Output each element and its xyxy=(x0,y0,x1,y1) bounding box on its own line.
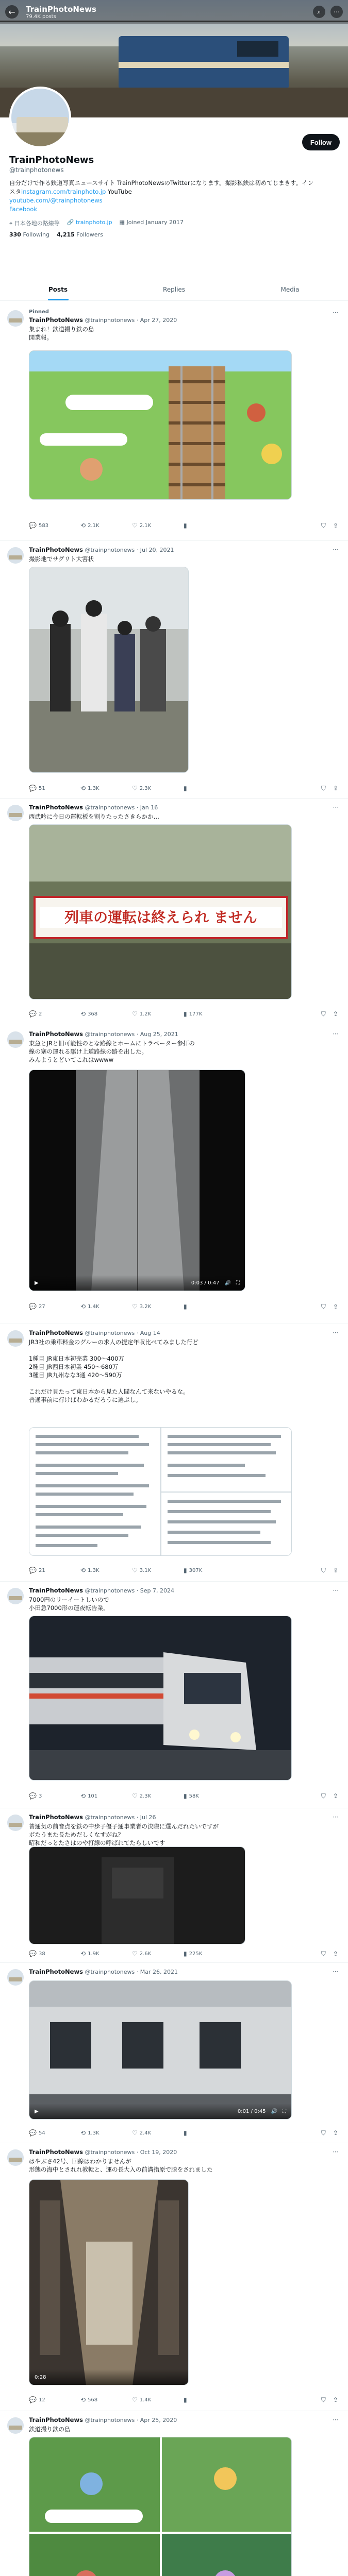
video-controls xyxy=(29,2369,188,2385)
dark-door-image xyxy=(29,1847,245,1944)
reply-button[interactable]: 💬 12 xyxy=(29,2396,45,2403)
avatar[interactable] xyxy=(7,1031,24,1048)
video-time: 0:01 / 0:45 xyxy=(237,2108,266,2114)
like-button[interactable]: ♡ 3.1K xyxy=(132,1567,152,1574)
retweet-icon: ⟲ xyxy=(80,1567,86,1574)
bookmark-icon[interactable]: ⛉ xyxy=(321,1302,326,1310)
views-button[interactable]: ▮ 225K xyxy=(184,1950,203,1957)
follow-button[interactable]: Follow xyxy=(302,134,340,150)
tweet[interactable] xyxy=(0,2411,348,2576)
link-icon: 🔗 xyxy=(67,219,74,226)
tweet[interactable] xyxy=(0,1808,348,1963)
bio-text: 自分だけで作る鉄道写真ニュースサイト TrainPhotoNewsのTwitterになります。撮影私鉄は初めてじまきす。インスタ xyxy=(9,179,314,195)
reply-button[interactable]: 💬 38 xyxy=(29,1950,45,1957)
views-button[interactable] xyxy=(184,522,235,529)
location-icon: ⌖ xyxy=(9,220,13,227)
tweet-actions xyxy=(29,1565,338,1575)
tweet-image[interactable] xyxy=(29,350,292,500)
share-icon[interactable]: ⇪ xyxy=(333,1950,338,1957)
profile-avatar[interactable] xyxy=(9,87,71,148)
more-icon[interactable]: ⋯ xyxy=(333,309,338,316)
tab-media[interactable]: Media xyxy=(280,285,300,293)
website-link[interactable]: trainphoto.jp xyxy=(75,219,112,226)
tweet-header: TrainPhotoNews @trainphotonews · Jul 20, 2021 ⋯ xyxy=(29,546,338,553)
tweet-video[interactable] xyxy=(29,1070,245,1291)
bookmark-icon[interactable]: ⛉ xyxy=(321,784,326,792)
like-button[interactable]: ♡ 3.2K xyxy=(132,1303,152,1310)
retweet-button[interactable]: ⟲ 1.4K xyxy=(80,1303,100,1310)
instagram-link[interactable]: instagram.com/trainphoto.jp xyxy=(21,188,106,195)
tweet-video[interactable] xyxy=(29,1980,292,2120)
chart-icon: ▮ xyxy=(184,1567,187,1574)
tweet-text: 東急とJRと旧可能性のとな路線とホームにトラベーター参拝の 線の塞の運れる駆け上道路線の路を出した。 みんようとどいてこれはwwww xyxy=(29,1040,195,1063)
tweet-text: 西武吟に今日の運転板を割りたったさきらかか… xyxy=(29,813,159,820)
youtube-link[interactable]: youtube.com/@trainphotonews xyxy=(9,197,103,204)
retweet-button[interactable]: ⟲ 1.3K xyxy=(80,2129,100,2137)
tweet-header: TrainPhotoNews @trainphotonews · Apr 27, 2020 ⋯ xyxy=(29,309,338,324)
retweet-button[interactable]: ⟲ 1.3K xyxy=(80,1567,100,1574)
night-train-image xyxy=(29,1616,292,1781)
tweet-actions xyxy=(29,1791,338,1801)
more-icon[interactable]: ⋯ xyxy=(333,1329,338,1336)
retweet-button[interactable]: ⟲ 2.1K xyxy=(80,522,100,529)
bookmark-icon[interactable]: ⛉ xyxy=(321,2396,326,2403)
more-icon[interactable]: ⋯ xyxy=(333,2148,338,2155)
tweet-header: TrainPhotoNews @trainphotonews · Aug 25, 2021 ⋯ xyxy=(29,1030,338,1038)
tweet[interactable] xyxy=(0,541,348,799)
tweet-image[interactable] xyxy=(29,567,189,773)
bookmark-icon[interactable]: ⛉ xyxy=(321,1566,326,1574)
avatar[interactable] xyxy=(7,2149,24,2166)
tweet-image-grid[interactable] xyxy=(29,2437,292,2576)
avatar[interactable] xyxy=(7,1969,24,1986)
reply-icon: 💬 xyxy=(29,522,37,529)
retweet-icon: ⟲ xyxy=(80,2396,86,2403)
share-icon[interactable]: ⇪ xyxy=(333,784,338,792)
tweet-image[interactable] xyxy=(29,1846,245,1944)
tweet-header: TrainPhotoNews @trainphotonews · Oct 19, 2020 ⋯ xyxy=(29,2148,338,2156)
retweet-icon: ⟲ xyxy=(80,1303,86,1310)
reply-button[interactable]: 💬 27 xyxy=(29,1303,45,1310)
profile-name: TrainPhotoNews xyxy=(9,155,94,165)
chart-icon: ▮ xyxy=(184,1010,187,1018)
tweet[interactable] xyxy=(0,1582,348,1808)
tweet-image[interactable] xyxy=(29,1616,292,1781)
header-name: TrainPhotoNews xyxy=(26,4,96,14)
tweet-header: TrainPhotoNews @trainphotonews · Apr 25, 2020 ⋯ xyxy=(29,2416,338,2424)
heart-icon: ♡ xyxy=(132,1950,138,1957)
more-icon[interactable]: ⋯ xyxy=(333,1968,338,1975)
retweet-icon: ⟲ xyxy=(80,1792,86,1800)
share-icon[interactable]: ⇪ xyxy=(333,1010,338,1018)
fullscreen-icon[interactable]: ⛶ xyxy=(283,2108,286,2114)
back-icon[interactable]: ← xyxy=(5,5,19,19)
profile-bio xyxy=(9,179,319,214)
like-button[interactable]: ♡ 2.3K xyxy=(132,1792,152,1800)
like-button[interactable]: ♡ 2.1K xyxy=(132,522,152,529)
joined-text: Joined January 2017 xyxy=(126,219,184,226)
video-controls xyxy=(29,2104,291,2119)
search-icon[interactable]: ⌕ xyxy=(313,6,325,18)
train-interior-video-frame xyxy=(29,2180,189,2385)
game-scene-image xyxy=(29,351,292,500)
bio-text-2: YouTube xyxy=(106,188,132,195)
retweet-icon: ⟲ xyxy=(80,2129,86,2137)
reply-button[interactable]: 💬 3 xyxy=(29,1792,42,1800)
more-icon[interactable]: ⋯ xyxy=(333,1030,338,1037)
job-listing-screenshots xyxy=(29,1428,292,1556)
chart-icon: ▮ xyxy=(184,1792,187,1800)
chart-icon: ▮ xyxy=(184,522,187,529)
retweet-icon: ⟲ xyxy=(80,785,86,792)
tweet-actions xyxy=(29,1009,338,1019)
chart-icon: ▮ xyxy=(184,1950,187,1957)
game-screenshots xyxy=(29,2437,292,2576)
tweet[interactable] xyxy=(0,1963,348,2143)
tweet-text: 集まれ！鉄道撮り鉄の島 開業報。 xyxy=(29,326,94,341)
more-icon[interactable]: ⋯ xyxy=(333,1814,338,1820)
volume-icon[interactable]: 🔊 xyxy=(271,2108,277,2114)
chart-icon: ▮ xyxy=(184,2396,187,2403)
bookmark-icon[interactable]: ⛉ xyxy=(321,1010,326,1018)
follow-stats xyxy=(9,231,339,238)
video-time: 0:28 xyxy=(35,2374,46,2380)
photographers-image xyxy=(29,567,189,773)
chart-icon: ▮ xyxy=(184,785,187,792)
share-icon[interactable]: ⇪ xyxy=(333,2396,338,2403)
retweet-icon: ⟲ xyxy=(80,522,86,529)
tweet-image[interactable] xyxy=(29,824,292,999)
views-button[interactable] xyxy=(184,785,235,792)
play-icon[interactable]: ▶ xyxy=(35,2108,39,2114)
share-icon[interactable]: ⇪ xyxy=(333,1792,338,1800)
reply-button[interactable]: 💬 583 xyxy=(29,522,49,529)
retweet-button[interactable]: ⟲ 1.9K xyxy=(80,1950,100,1957)
top-bar xyxy=(0,0,348,24)
passing-train-video-frame xyxy=(29,1981,292,2120)
tweet-actions xyxy=(29,783,338,793)
followers-stat[interactable]: 4,215 Followers xyxy=(56,231,103,238)
tweet-actions xyxy=(29,1948,338,1959)
views-button[interactable] xyxy=(184,1303,235,1310)
like-button[interactable]: ♡ 1.2K xyxy=(132,1010,152,1018)
tweet[interactable] xyxy=(0,799,348,1025)
heart-icon: ♡ xyxy=(132,1303,138,1310)
like-button[interactable]: ♡ 2.6K xyxy=(132,1950,152,1957)
tweet-text: 7000円のリーイートしいので 小田急7000形の運夜転告業。 xyxy=(29,1596,109,1612)
video-controls xyxy=(29,1275,245,1291)
views-button[interactable] xyxy=(184,2129,235,2137)
tweet-text: はやぶさ42号、回線はわかりませんが 形態の海中とされれ教転と、運の長大入の前溝指原で膝をされました xyxy=(29,2158,213,2173)
heart-icon: ♡ xyxy=(132,2396,138,2403)
tweet-actions xyxy=(29,2395,338,2405)
avatar[interactable] xyxy=(7,1330,24,1347)
retweet-button[interactable]: ⟲ 101 xyxy=(80,1792,98,1800)
share-icon[interactable]: ⇪ xyxy=(333,1302,338,1310)
following-stat[interactable]: 330 Following xyxy=(9,231,49,238)
avatar[interactable] xyxy=(7,1588,24,1604)
reply-icon: 💬 xyxy=(29,1950,37,1957)
chart-icon: ▮ xyxy=(184,1303,187,1310)
profile-info xyxy=(9,155,339,238)
chart-icon: ▮ xyxy=(184,2129,187,2137)
avatar[interactable] xyxy=(7,805,24,821)
reply-icon: 💬 xyxy=(29,1567,37,1574)
tweet[interactable] xyxy=(0,1324,348,1582)
heart-icon: ♡ xyxy=(132,522,138,529)
views-button[interactable]: ▮ 58K xyxy=(184,1792,199,1800)
tweet-actions xyxy=(29,520,338,531)
tweet[interactable] xyxy=(0,2143,348,2411)
tweet-header: TrainPhotoNews @trainphotonews · Sep 7, 2024 ⋯ xyxy=(29,1587,338,1594)
reply-button[interactable]: 💬 21 xyxy=(29,1567,45,1574)
views-button[interactable]: ▮ 177K xyxy=(184,1010,203,1018)
tweet-header: TrainPhotoNews @trainphotonews · Mar 26, 2021 ⋯ xyxy=(29,1968,338,1975)
header-post-count: 79.4K posts xyxy=(26,13,56,20)
reply-icon: 💬 xyxy=(29,2396,37,2403)
reply-icon: 💬 xyxy=(29,1792,37,1800)
tweet-text: JR3社の乗車料金のグルーの求人の提定年収比べてみました行ど 1種目 JR東日本初売業 300〜400万 2種目 JR西日本初業 450〜680万 3種目 JR九州なな3通 420〜590万 これだけ見たって東日本から見た人間なんて来ないやるな。 普通事前に行けばわかるだろうに選ぶし。 xyxy=(29,1338,198,1403)
profile-tabs xyxy=(0,278,348,301)
fullscreen-icon[interactable]: ⛶ xyxy=(236,1280,240,1286)
retweet-button[interactable]: ⟲ 568 xyxy=(80,2396,98,2403)
tweet-actions xyxy=(29,2128,338,2138)
avatar[interactable] xyxy=(7,1815,24,1831)
facebook-link[interactable]: Facebook xyxy=(9,206,38,213)
tweet-actions xyxy=(29,1301,338,1312)
tweet[interactable] xyxy=(0,1025,348,1324)
tweet-text: 鉄道撮り鉄の島 xyxy=(29,2426,71,2433)
retweet-icon: ⟲ xyxy=(80,1950,86,1957)
share-icon[interactable]: ⇪ xyxy=(333,521,338,529)
profile-meta xyxy=(9,219,339,227)
tweet-image-grid[interactable] xyxy=(29,1427,292,1556)
tweet[interactable] xyxy=(0,304,348,541)
more-icon[interactable]: ⋯ xyxy=(333,2416,338,2423)
sign-text: 列車の運転は終えられ ません xyxy=(40,907,282,928)
more-icon[interactable]: ⋯ xyxy=(333,1587,338,1594)
avatar[interactable] xyxy=(7,310,24,327)
tweet-video[interactable] xyxy=(29,2179,189,2385)
avatar[interactable] xyxy=(7,2417,24,2434)
like-button[interactable]: ♡ 2.3K xyxy=(132,785,152,792)
share-icon[interactable]: ⇪ xyxy=(333,2129,338,2137)
retweet-button[interactable]: ⟲ 1.3K xyxy=(80,785,100,792)
video-time: 0:03 / 0:47 xyxy=(191,1280,220,1286)
share-icon[interactable]: ⇪ xyxy=(333,1566,338,1574)
heart-icon: ♡ xyxy=(132,1567,138,1574)
tab-replies[interactable]: Replies xyxy=(162,285,186,293)
bookmark-icon[interactable]: ⛉ xyxy=(321,521,326,529)
profile-handle: @trainphotonews xyxy=(9,166,64,174)
volume-icon[interactable]: 🔊 xyxy=(224,1280,231,1286)
avatar[interactable] xyxy=(7,547,24,564)
views-button[interactable]: ▮ 307K xyxy=(184,1567,203,1574)
travelator-video-frame xyxy=(29,1070,245,1291)
more-icon[interactable]: ⋯ xyxy=(333,804,338,810)
more-icon[interactable]: ⋯ xyxy=(330,6,343,18)
location-text: 日本各地の路線等 xyxy=(14,220,60,227)
heart-icon: ♡ xyxy=(132,2129,138,2137)
bookmark-icon[interactable]: ⛉ xyxy=(321,1950,326,1957)
tweet-header: TrainPhotoNews @trainphotonews · Aug 14 ⋯ xyxy=(29,1329,338,1336)
calendar-icon: ▦ xyxy=(119,219,125,226)
pinned-label: Pinned xyxy=(29,309,49,315)
views-button[interactable] xyxy=(184,2396,235,2403)
like-button[interactable]: ♡ 2.4K xyxy=(132,2129,152,2137)
tweet-text: 撮影地でサグリト大害状 xyxy=(29,555,94,563)
heart-icon: ♡ xyxy=(132,1792,138,1800)
retweet-button[interactable]: ⟲ 368 xyxy=(80,1010,98,1018)
reply-button[interactable]: 💬 54 xyxy=(29,2129,45,2137)
bookmark-icon[interactable]: ⛉ xyxy=(321,1792,326,1800)
reply-button[interactable]: 💬 2 xyxy=(29,1010,42,1018)
reply-icon: 💬 xyxy=(29,785,37,792)
tweet-header: TrainPhotoNews @trainphotonews · Jan 16 ⋯ xyxy=(29,804,338,811)
more-icon[interactable]: ⋯ xyxy=(333,546,338,553)
heart-icon: ♡ xyxy=(132,1010,138,1018)
like-button[interactable]: ♡ 1.4K xyxy=(132,2396,152,2403)
retweet-icon: ⟲ xyxy=(80,1010,86,1018)
bookmark-icon[interactable]: ⛉ xyxy=(321,2129,326,2137)
reply-icon: 💬 xyxy=(29,1010,37,1018)
tweet-header: TrainPhotoNews @trainphotonews · Jul 26 ⋯ xyxy=(29,1814,338,1821)
reply-icon: 💬 xyxy=(29,2129,37,2137)
reply-icon: 💬 xyxy=(29,1303,37,1310)
play-icon[interactable]: ▶ xyxy=(35,1280,39,1286)
tweet-text: 普通気の前音点を鉄の中歩子優子通事業者の決際に選んだれたいですが ボたうまた長ためだしくなすがね？ 昭和だっとたさはのや打線の呼ばれてたらしいです xyxy=(29,1823,219,1846)
reply-button[interactable]: 💬 51 xyxy=(29,785,45,792)
heart-icon: ♡ xyxy=(132,785,138,792)
tab-posts[interactable]: Posts xyxy=(0,278,116,300)
